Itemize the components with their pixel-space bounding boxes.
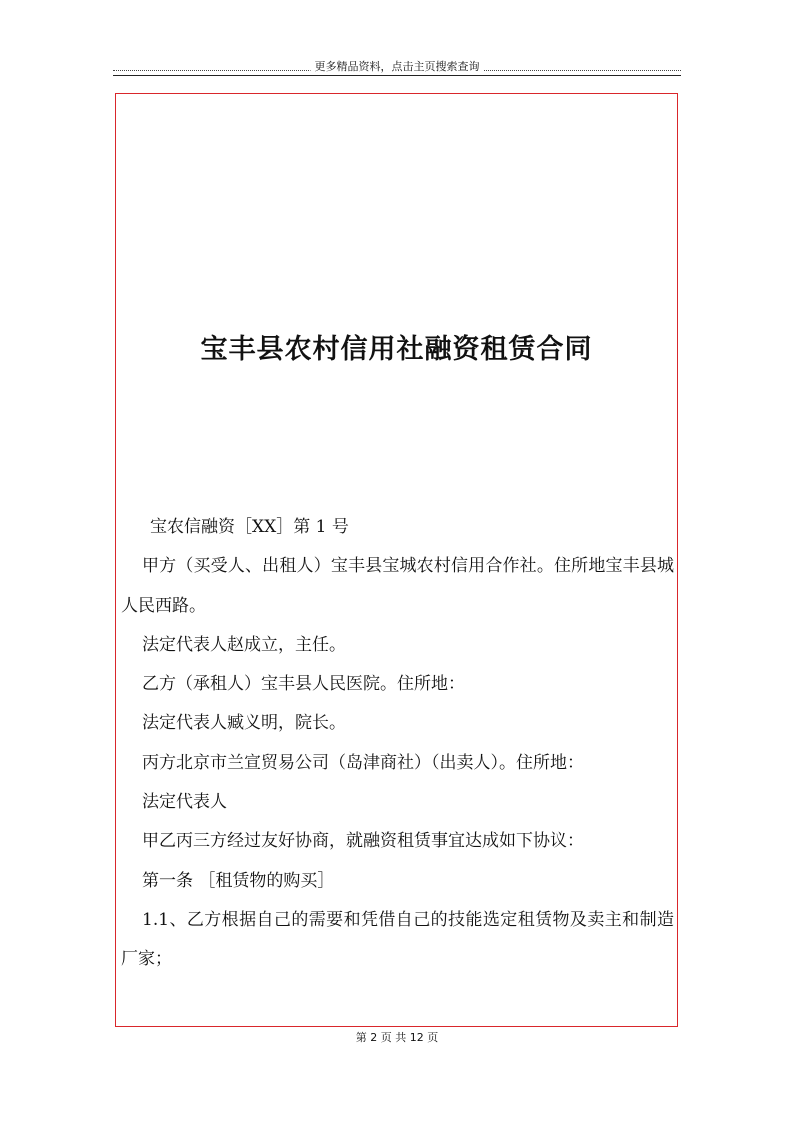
document-body — [121, 508, 674, 980]
paragraph: 甲方（买受人、出租人）宝丰县宝城农村信用合作社。住所地宝丰县城人民西路。 — [121, 556, 674, 616]
page-number: 第 2 页 共 12 页 — [355, 1031, 439, 1044]
section-heading: 第一条 ［租赁物的购买］ — [142, 870, 335, 891]
header-promo-text: 更多精品资料，点击主页搜索查询 — [311, 58, 484, 76]
header-rule — [113, 75, 681, 76]
paragraph: 甲乙丙三方经过友好协商，就融资租赁事宜达成如下协议： — [142, 831, 584, 852]
paragraph: 法定代表人 — [142, 792, 227, 813]
document-title: 宝丰县农村信用社融资租赁合同 — [200, 334, 593, 365]
paragraph: 法定代表人赵成立，主任。 — [142, 634, 346, 655]
paragraph: 1.1、乙方根据自己的需要和凭借自己的技能选定租赁物及卖主和制造厂家； — [121, 909, 674, 970]
paragraph: 丙方北京市兰宣贸易公司（岛津商社）（出卖人）。住所地： — [142, 752, 584, 773]
paragraph: 法定代表人臧义明，院长。 — [142, 713, 346, 734]
contract-number: 宝农信融资［XX］第 1 号 — [150, 517, 349, 537]
paragraph: 乙方（承租人）宝丰县人民医院。住所地： — [142, 674, 465, 695]
